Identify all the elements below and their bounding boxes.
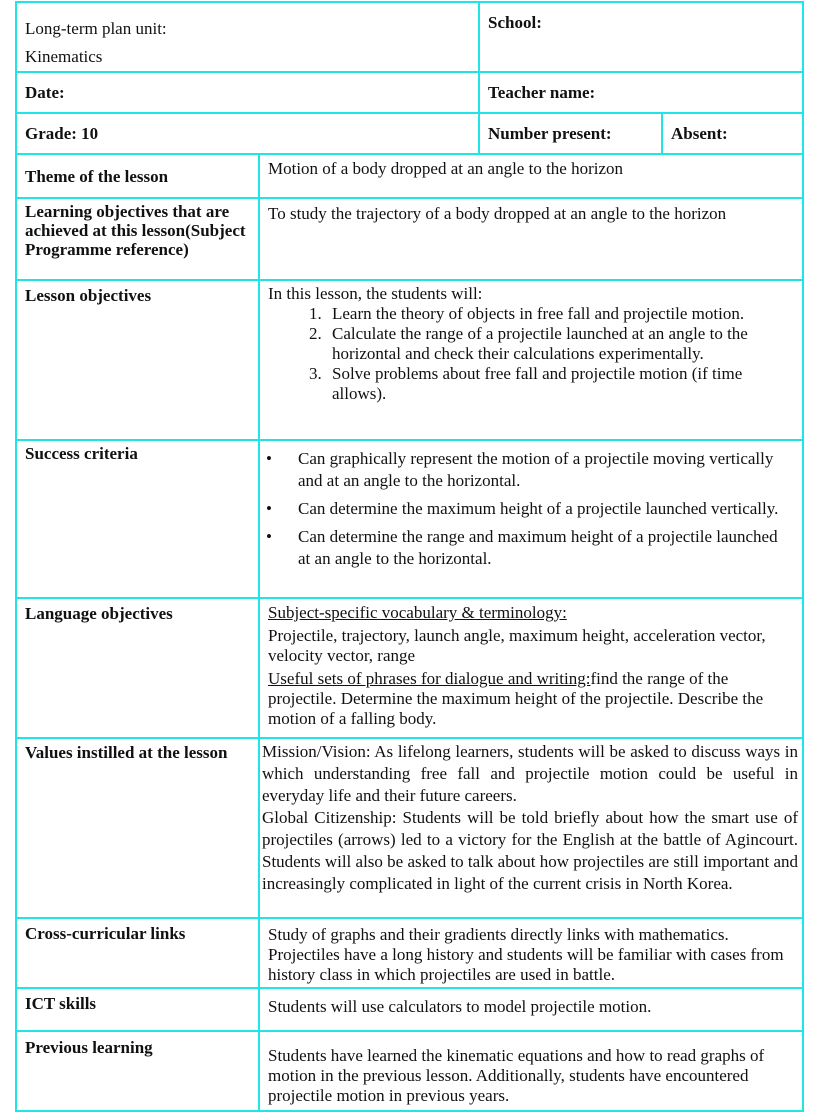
teacher-cell <box>479 72 803 113</box>
row-cross-curricular <box>16 918 803 988</box>
lesson-objectives-list <box>268 304 794 404</box>
unit-cell <box>16 2 479 72</box>
school-label: School: <box>488 13 542 32</box>
lesson-objective-item: 1. Learn the theory of objects in free fall and projectile motion. <box>326 304 794 324</box>
lesson-objective-item: 2. Calculate the range of a projectile launched at an angle to the horizontal and check their calculations experimentally. <box>326 324 794 364</box>
row-success-criteria <box>16 440 803 598</box>
header-row-unit <box>16 2 803 72</box>
lesson-objectives-cell <box>259 280 803 440</box>
vocab-text: Projectile, trajectory, launch angle, maximum height, acceleration vector, velocity vector, range <box>268 626 766 665</box>
cross-curricular-value: Study of graphs and their gradients directly links with mathematics. Projectiles have a long history and students will be familiar with cases from history class in which projectiles are used in battle. <box>259 918 803 988</box>
success-criterion-item: • Can determine the maximum height of a projectile launched vertically. <box>288 498 794 520</box>
unit-value: Kinematics <box>25 47 103 66</box>
values-label: Values instilled at the lesson <box>16 738 259 918</box>
theme-value: Motion of a body dropped at an angle to the horizon <box>259 154 803 198</box>
row-ict <box>16 988 803 1031</box>
cross-curricular-label: Cross-curricular links <box>16 918 259 988</box>
school-cell <box>479 2 803 72</box>
header-row-date <box>16 72 803 113</box>
row-lesson-objectives <box>16 280 803 440</box>
success-criterion-item: • Can determine the range and maximum height of a projectile launched at an angle to the horizontal. <box>288 526 794 570</box>
date-label: Date: <box>25 83 65 102</box>
values-mission: Mission/Vision: As lifelong learners, students will be asked to discuss ways in which understanding free fall and projectile motion could be useful in everyday life and their future careers. <box>262 742 799 805</box>
language-objectives-label: Language objectives <box>16 598 259 738</box>
lesson-plan-document <box>15 1 802 1112</box>
unit-label: Long-term plan unit: <box>25 19 167 38</box>
date-cell <box>16 72 479 113</box>
ict-value: Students will use calculators to model projectile motion. <box>259 988 803 1031</box>
values-citizenship: Global Citizenship: Students will be told briefly about how the smart use of projectiles (arrows) led to a victory for the English at the battle of Agincourt. Students will also be asked to talk about how projectiles are still important and increasingly complicated in light of the current crisis in North Korea. <box>262 808 799 893</box>
success-criteria-label: Success criteria <box>16 440 259 598</box>
lesson-objective-item: 3. Solve problems about free fall and projectile motion (if time allows). <box>326 364 794 404</box>
lesson-objectives-label: Lesson objectives <box>16 280 259 440</box>
vocab-heading: Subject-specific vocabulary & terminology: <box>268 603 567 622</box>
previous-learning-value: Students have learned the kinematic equations and how to read graphs of motion in the previous lesson. Additionally, students have encountered projectile motion in previous years. <box>259 1031 803 1111</box>
grade-cell <box>16 113 479 154</box>
language-objectives-cell <box>259 598 803 738</box>
lesson-plan-table <box>15 1 804 1112</box>
number-present-label: Number present: <box>488 124 612 143</box>
ict-label: ICT skills <box>16 988 259 1031</box>
row-learning-objectives <box>16 198 803 280</box>
absent-cell <box>662 113 803 154</box>
success-criteria-list <box>268 448 794 570</box>
row-previous-learning <box>16 1031 803 1111</box>
teacher-name-label: Teacher name: <box>488 83 596 102</box>
header-row-grade <box>16 113 803 154</box>
lesson-objectives-intro: In this lesson, the students will: <box>268 284 483 303</box>
learning-objectives-value: To study the trajectory of a body dropped at an angle to the horizon <box>259 198 803 280</box>
number-present-cell <box>479 113 662 154</box>
theme-label: Theme of the lesson <box>16 154 259 198</box>
absent-label: Absent: <box>671 124 728 143</box>
row-language-objectives <box>16 598 803 738</box>
success-criterion-item: • Can graphically represent the motion of a projectile moving vertically and at an angle to the horizontal. <box>288 448 794 492</box>
phrases-block <box>268 669 794 729</box>
row-theme <box>16 154 803 198</box>
success-criteria-cell <box>259 440 803 598</box>
values-cell <box>259 738 803 918</box>
row-values <box>16 738 803 918</box>
previous-learning-label: Previous learning <box>16 1031 259 1111</box>
phrases-heading: Useful sets of phrases for dialogue and writing: <box>268 669 591 688</box>
learning-objectives-label: Learning objectives that are achieved at this lesson(Subject Programme reference) <box>16 198 259 280</box>
phrases-text: find the range of the projectile. Determine the maximum height of the projectile. Describe the motion of a falling body. <box>268 669 764 728</box>
grade-label: Grade: 10 <box>25 124 99 143</box>
